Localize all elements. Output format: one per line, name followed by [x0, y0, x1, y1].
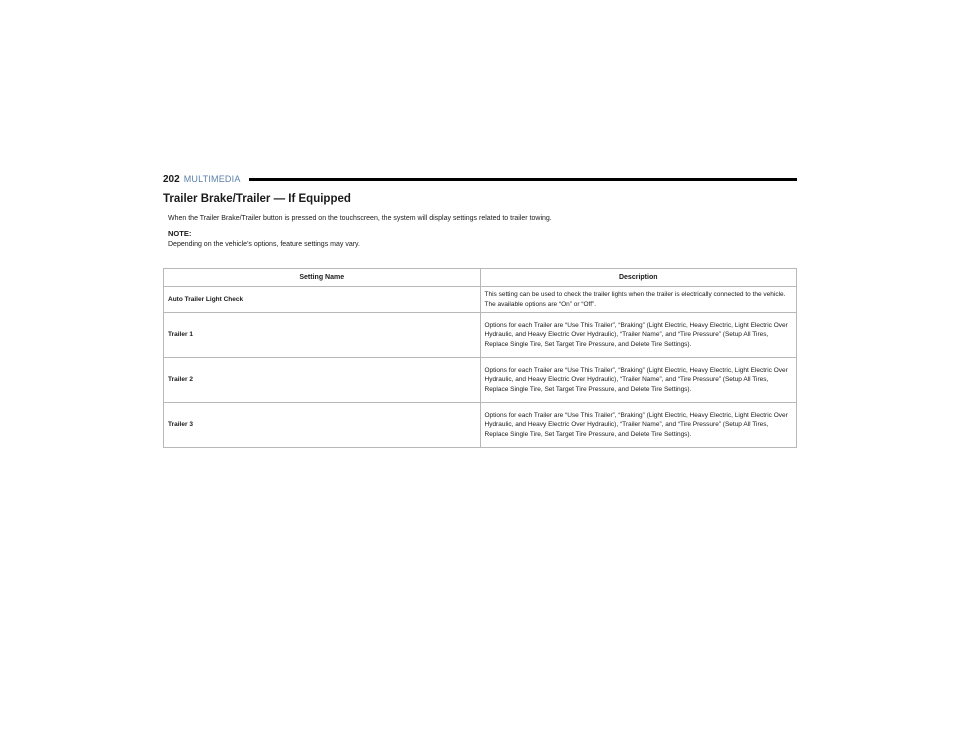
setting-name: Trailer 2	[164, 358, 481, 403]
note-label: NOTE:	[168, 229, 192, 238]
settings-table	[163, 268, 797, 448]
table-row	[164, 287, 797, 313]
page-header	[163, 172, 797, 186]
setting-description: Options for each Trailer are “Use This Trailer”, “Braking” (Light Electric, Heavy Electric, Light Electric Over Hydraulic, and Heavy Electric Over Hydraulic), “Trailer Name”, and “Tire Pressure” (Setup All Tires, Replace Single Tire, Set Target Tire Pressure, and Delete Tire Settings).	[480, 358, 797, 403]
page-number: 202	[163, 173, 180, 185]
setting-description: Options for each Trailer are “Use This Trailer”, “Braking” (Light Electric, Heavy Electric, Light Electric Over Hydraulic, and Heavy Electric Over Hydraulic), “Trailer Name”, and “Tire Pressure” (Setup All Tires, Replace Single Tire, Set Target Tire Pressure, and Delete Tire Settings).	[480, 313, 797, 358]
setting-name: Auto Trailer Light Check	[164, 287, 481, 313]
section-name: MULTIMEDIA	[183, 174, 241, 184]
table-row	[164, 403, 797, 448]
header-setting-name: Setting Name	[164, 269, 481, 287]
setting-name: Trailer 1	[164, 313, 481, 358]
section-title: Trailer Brake/Trailer — If Equipped	[163, 193, 351, 205]
table-row	[164, 313, 797, 358]
note-text: Depending on the vehicle’s options, feature settings may vary.	[168, 241, 360, 248]
header-rule	[249, 178, 797, 181]
setting-description: Options for each Trailer are “Use This Trailer”, “Braking” (Light Electric, Heavy Electric, Light Electric Over Hydraulic, and Heavy Electric Over Hydraulic), “Trailer Name”, and “Tire Pressure” (Setup All Tires, Replace Single Tire, Set Target Tire Pressure, and Delete Tire Settings).	[480, 403, 797, 448]
table-row	[164, 358, 797, 403]
setting-name: Trailer 3	[164, 403, 481, 448]
header-description: Description	[480, 269, 797, 287]
intro-paragraph: When the Trailer Brake/Trailer button is pressed on the touchscreen, the system will display settings related to trailer towing.	[168, 215, 552, 222]
table-header-row	[164, 269, 797, 287]
setting-description: This setting can be used to check the trailer lights when the trailer is electrically connected to the vehicle. The available options are “On” or “Off”.	[480, 287, 797, 313]
